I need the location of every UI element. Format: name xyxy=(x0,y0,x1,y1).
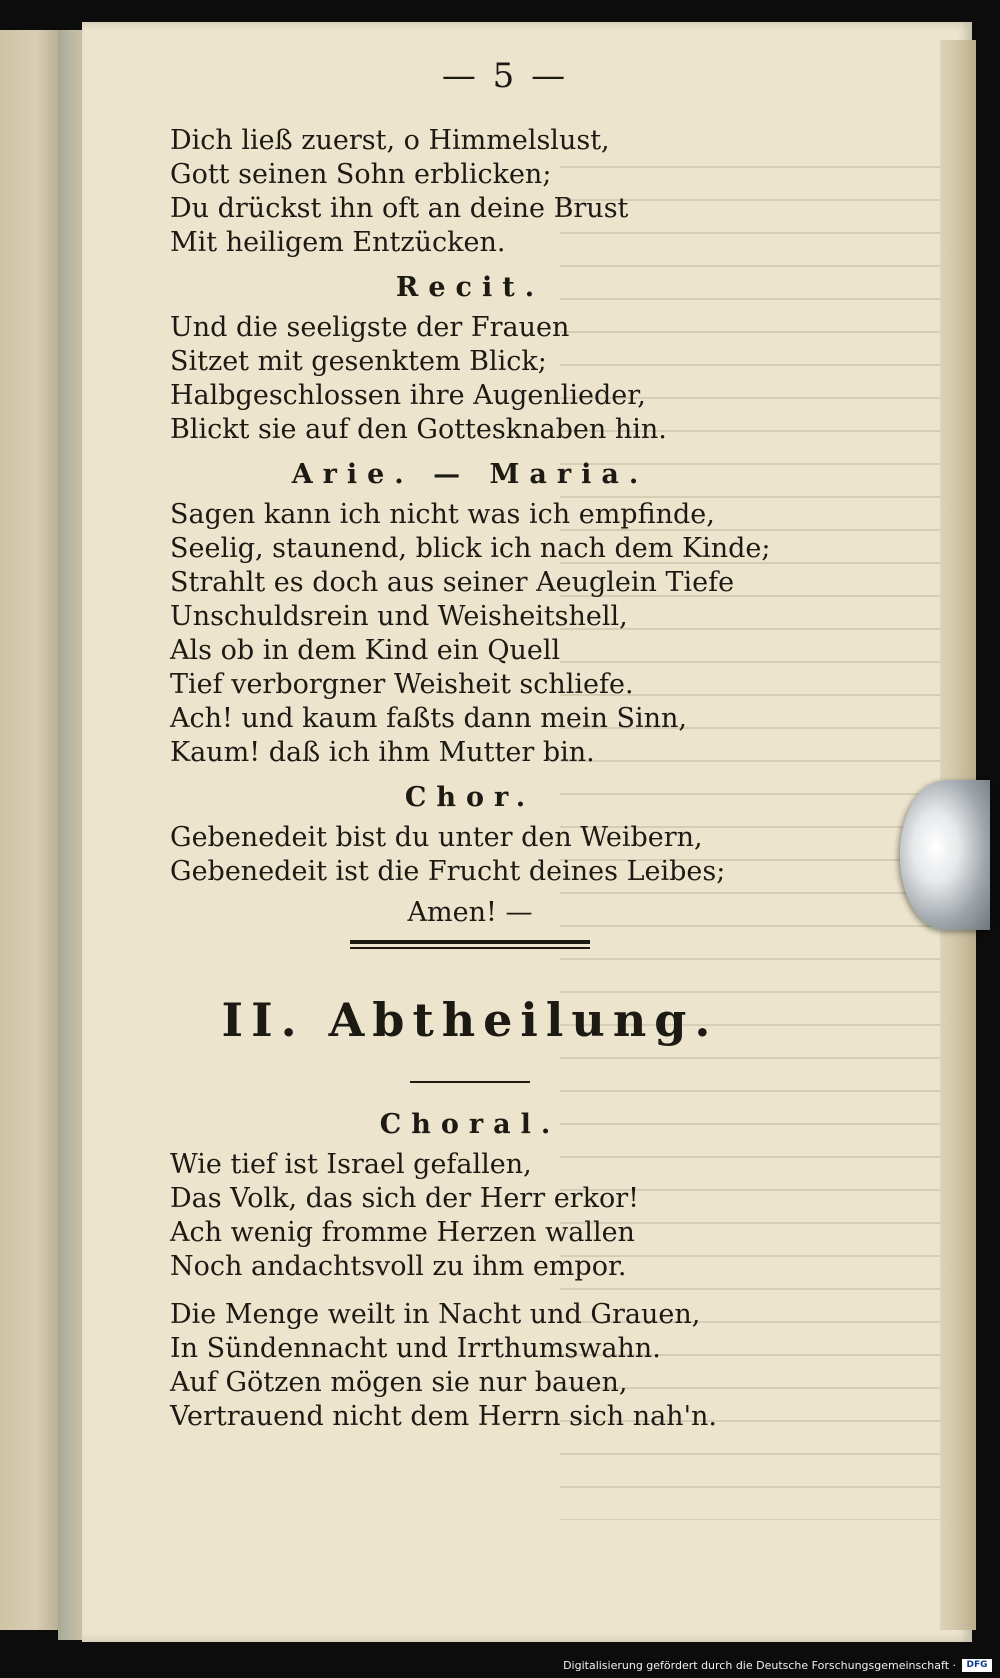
heading-arie: Arie. — Maria. xyxy=(291,459,649,490)
verse-line: Auf Götzen mögen sie nur bauen, xyxy=(170,1367,628,1398)
stanza-4 xyxy=(170,821,770,889)
left-page-edge xyxy=(0,30,60,1630)
stanza-gap xyxy=(170,1284,770,1298)
verse-line: Die Menge weilt in Nacht und Grauen, xyxy=(170,1299,701,1330)
stanza-1 xyxy=(170,124,770,260)
verse-line: Und die seeligste der Frauen xyxy=(170,312,570,343)
section-divider xyxy=(350,940,590,949)
verse-line: Das Volk, das sich der Herr erkor! xyxy=(170,1183,639,1214)
verse-line: Du drückst ihn oft an deine Brust xyxy=(170,193,629,224)
verse-line: Sagen kann ich nicht was ich empfinde, xyxy=(170,499,715,530)
stanza-6 xyxy=(170,1298,770,1434)
verse-line: Ach wenig fromme Herzen wallen xyxy=(170,1217,635,1248)
verse-line: Wie tief ist Israel gefallen, xyxy=(170,1149,532,1180)
verse-line: In Sündennacht und Irrthumswahn. xyxy=(170,1333,661,1364)
verse-line: Seelig, staunend, blick ich nach dem Kinde; xyxy=(170,533,771,564)
verse-line: Vertrauend nicht dem Herrn sich nah'n. xyxy=(170,1401,717,1432)
dfg-credit: Digitalisierung gefördert durch die Deutsche Forschungsgemeinschaft · xyxy=(563,1659,956,1672)
verse-line: Dich ließ zuerst, o Himmelslust, xyxy=(170,125,610,156)
stanza-5 xyxy=(170,1148,770,1284)
verse-line: Gebenedeit ist die Frucht deines Leibes; xyxy=(170,856,726,887)
dfg-logo-icon: DFG xyxy=(962,1659,992,1672)
verse-line: Kaum! daß ich ihm Mutter bin. xyxy=(170,737,595,768)
heading-recit: Recit. xyxy=(395,272,545,303)
stanza-3 xyxy=(170,498,770,770)
amen-line: Amen! — xyxy=(407,897,533,928)
page-number: — 5 — xyxy=(441,56,569,96)
verse-line: Unschuldsrein und Weisheitshell, xyxy=(170,601,628,632)
book-gutter xyxy=(58,30,84,1640)
verse-line: Halbgeschlossen ihre Augenlieder, xyxy=(170,380,646,411)
verse-line: Gott seinen Sohn erblicken; xyxy=(170,159,552,190)
title-rule xyxy=(410,1081,530,1083)
page-content xyxy=(170,56,770,1434)
page-clip xyxy=(900,780,990,930)
verse-line: Blickt sie auf den Gottesknaben hin. xyxy=(170,414,667,445)
stanza-2 xyxy=(170,311,770,447)
verse-line: Strahlt es doch aus seiner Aeuglein Tiefe xyxy=(170,567,735,598)
verse-line: Tief verborgner Weisheit schliefe. xyxy=(170,669,634,700)
verse-line: Noch andachtsvoll zu ihm empor. xyxy=(170,1251,627,1282)
verse-line: Gebenedeit bist du unter den Weibern, xyxy=(170,822,703,853)
verse-line: Mit heiligem Entzücken. xyxy=(170,227,506,258)
verse-line: Als ob in dem Kind ein Quell xyxy=(170,635,561,666)
verse-line: Ach! und kaum faßts dann mein Sinn, xyxy=(170,703,687,734)
verse-line: Sitzet mit gesenktem Blick; xyxy=(170,346,547,377)
section-title: II. Abtheilung. xyxy=(221,993,719,1047)
heading-choral: Choral. xyxy=(379,1109,561,1140)
heading-chor: Chor. xyxy=(404,782,536,813)
